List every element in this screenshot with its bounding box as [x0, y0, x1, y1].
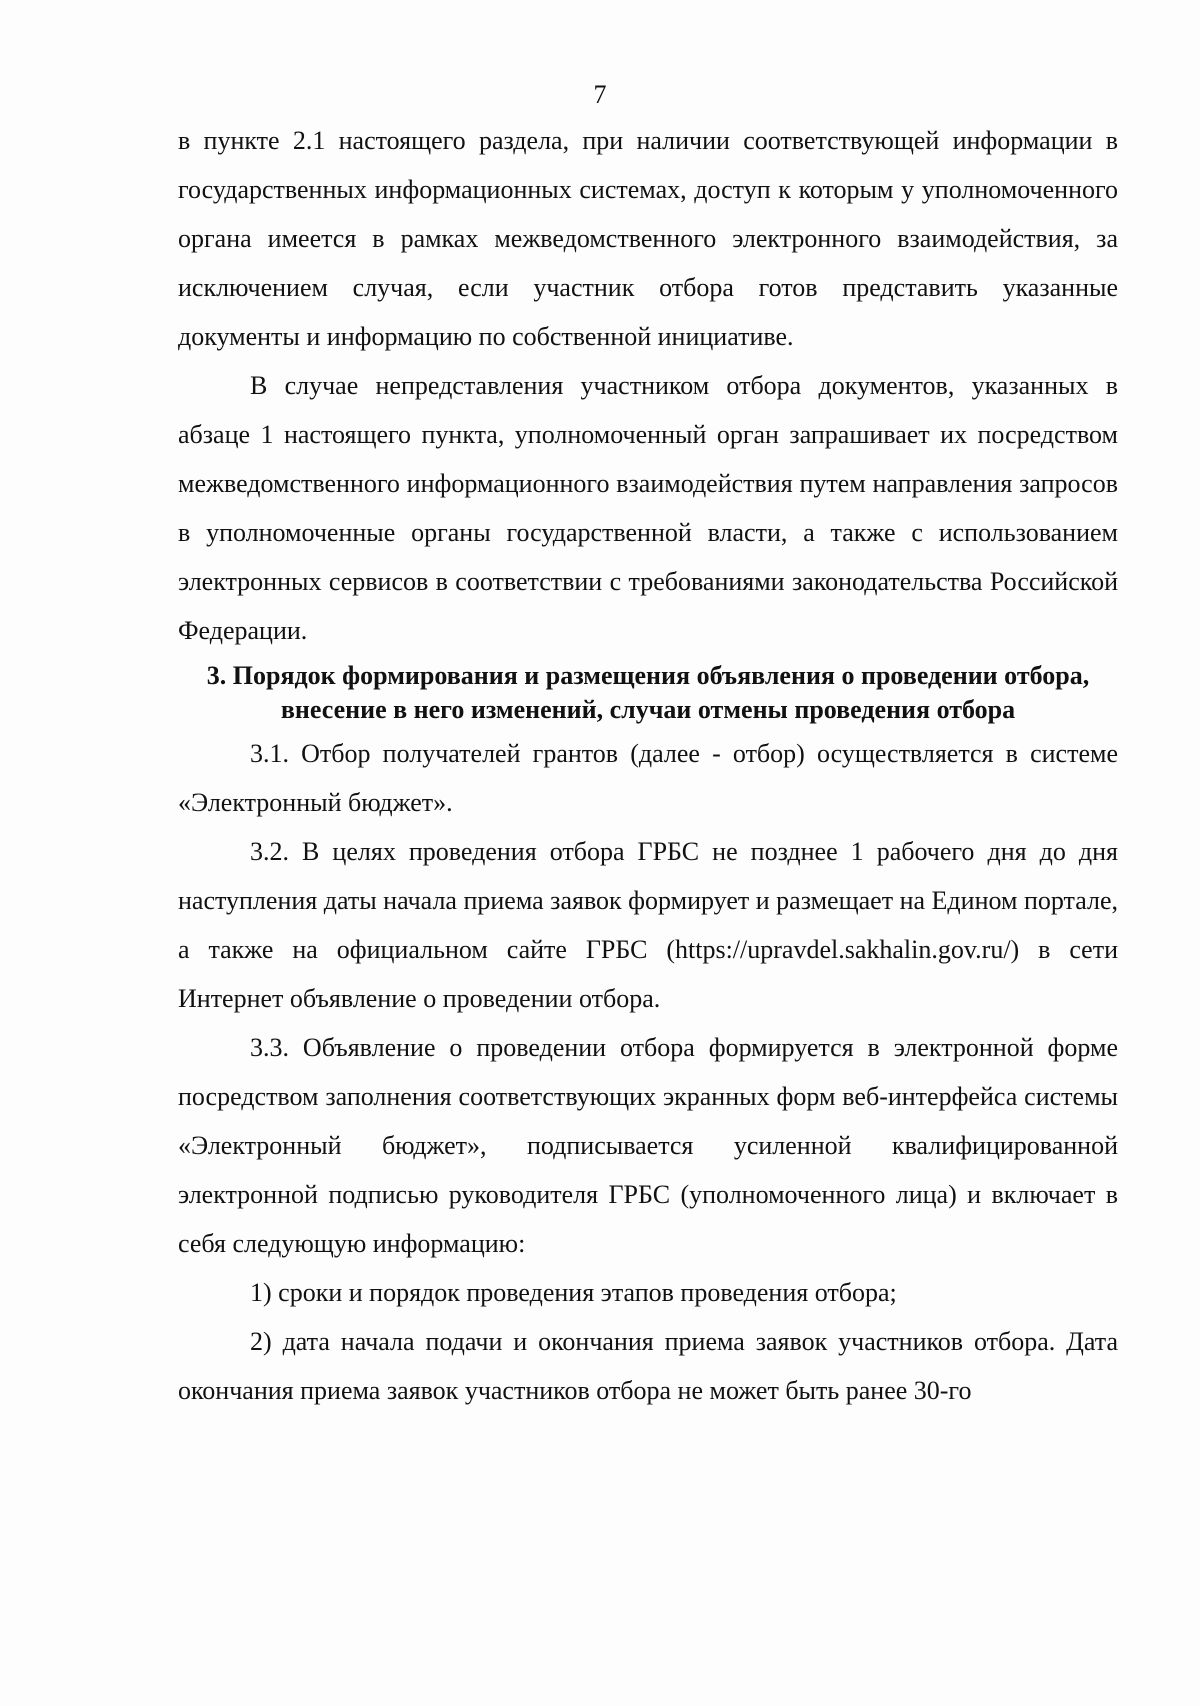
paragraph-continuation: в пункте 2.1 настоящего раздела, при наличии соответствующей информации в государственных информационных системах, доступ к которым у уполномоченного органа имеется в рамках межведомственного электронного взаимодействия, за исключением случая, если участник отбора готов представить указанные документы и информацию по собственной инициативе.	[178, 126, 1118, 351]
paragraph-3-2: 3.2. В целях проведения отбора ГРБС не позднее 1 рабочего дня до дня наступления даты начала приема заявок формирует и размещает на Едином портале, а также на официальном сайте ГРБС (https://upravdel.sakhalin.gov.ru/) в сети Интернет объявление о проведении отбора.	[178, 837, 1118, 1013]
section-heading: 3. Порядок формирования и размещения объявления о проведении отбора, внесение в него изменений, случаи отмены проведения отбора	[206, 661, 1090, 724]
page-number: 7	[593, 80, 607, 109]
paragraph-non-submission: В случае непредставления участником отбора документов, указанных в абзаце 1 настоящего пункта, уполномоченный орган запрашивает их посредством межведомственного информационного взаимодействия путем направления запросов в уполномоченные органы государственной власти, а также с использованием электронных сервисов в соответствии с требованиями законодательства Российской Федерации.	[178, 371, 1118, 645]
document-body	[178, 116, 1118, 1415]
list-item-1: 1) сроки и порядок проведения этапов проведения отбора;	[250, 1278, 897, 1307]
list-item-2: 2) дата начала подачи и окончания приема заявок участников отбора. Дата окончания приема заявок участников отбора не может быть ранее 30-го	[178, 1327, 1118, 1405]
paragraph-3-3: 3.3. Объявление о проведении отбора формируется в электронной форме посредством заполнения соответствующих экранных форм веб-интерфейса системы «Электронный бюджет», подписывается усиленной квалифицированной электронной подписью руководителя ГРБС (уполномоченного лица) и включает в себя следующую информацию:	[178, 1033, 1118, 1258]
paragraph-3-1: 3.1. Отбор получателей грантов (далее - отбор) осуществляется в системе «Электронный бюджет».	[178, 739, 1118, 817]
